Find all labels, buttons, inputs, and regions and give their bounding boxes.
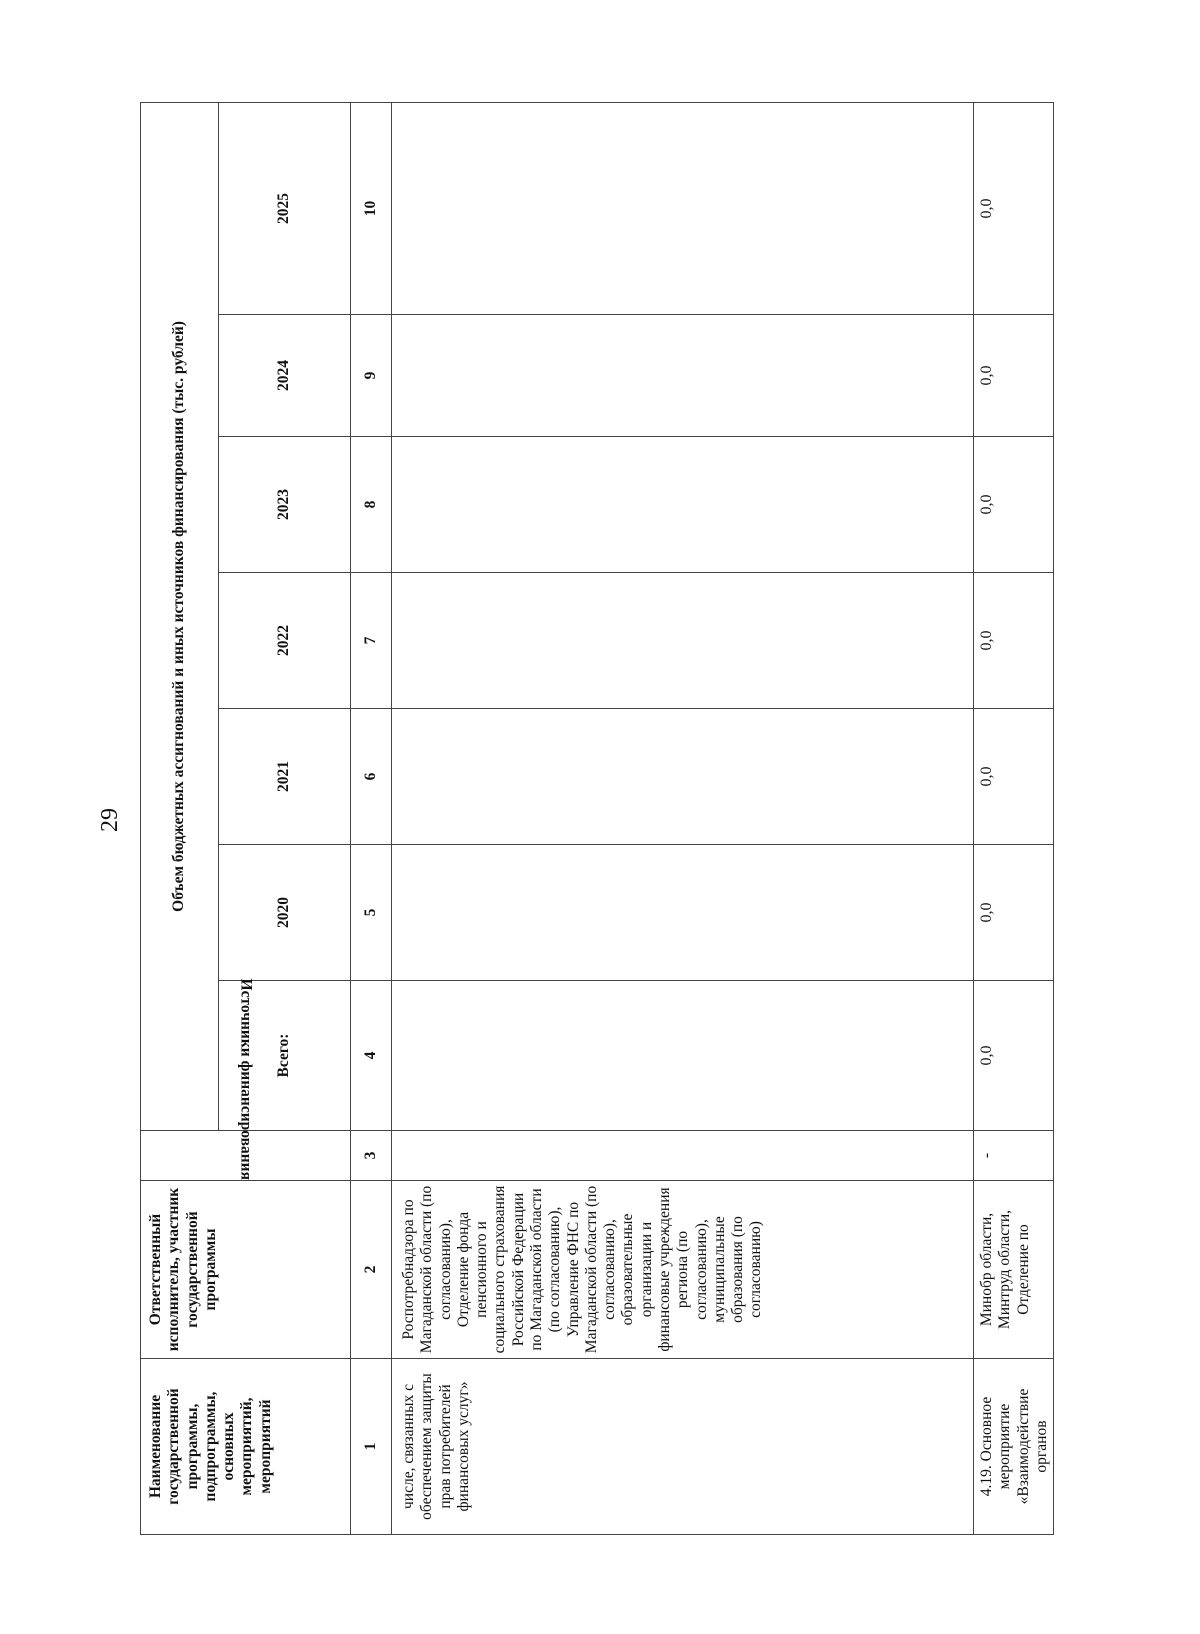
header-year-2025: 2025 [219,102,351,314]
budget-table-container [140,103,1050,1535]
row-value-2023 [392,437,974,573]
header-total: Всего: [219,981,351,1131]
column-number: 4 [351,981,392,1131]
row-value-total [392,981,974,1131]
column-number: 3 [351,1131,392,1181]
column-number: 9 [351,315,392,437]
column-number: 2 [351,1181,392,1359]
header-year-2020: 2020 [219,845,351,981]
column-number: 8 [351,437,392,573]
column-number: 6 [351,709,392,845]
row-executor: Роспотребнадзора по Магаданской области (по согласованию), Отделение фонда пенсионного и социального страхования Российской Федерации по Магаданской области (по согласованию), Управление ФНС по Магаданской области (по согласованию), образовательные организации и финансовые учреждения региона (по согласованию), муниципальные образования (по согласованию) [392,1181,974,1359]
row-source [392,1131,974,1181]
budget-table [140,102,1054,1535]
header-executor-column: Ответственный исполнитель, участник государственной программы [141,1181,351,1359]
row-value-2022: 0,0 [974,573,1054,709]
column-number: 7 [351,573,392,709]
table-row [974,102,1054,1534]
column-number: 10 [351,102,392,314]
header-year-2022: 2022 [219,573,351,709]
header-year-2023: 2023 [219,437,351,573]
row-value-2024: 0,0 [974,315,1054,437]
row-value-2021: 0,0 [974,709,1054,845]
header-year-2021: 2021 [219,709,351,845]
page-number: 29 [97,808,123,832]
table-row [392,102,974,1534]
header-budget-group: Объем бюджетных ассигнований и иных источников финансирования (тыс. рублей) [141,102,219,1130]
row-value-2020 [392,845,974,981]
column-number: 5 [351,845,392,981]
row-name: числе, связанных с обеспечением защиты прав потребителей финансовых услуг» [392,1359,974,1535]
column-number-row [351,102,392,1534]
header-year-2024: 2024 [219,315,351,437]
header-name-column: Наименование государственной программы, подпрограммы, основных мероприятий, мероприятий [141,1359,351,1535]
header-source-label: Источники финансирования [237,978,255,1180]
row-value-2021 [392,709,974,845]
column-number: 1 [351,1359,392,1535]
row-value-2024 [392,315,974,437]
row-executor: Минобр области, Минтруд области, Отделение по [974,1181,1054,1359]
row-name: 4.19. Основное мероприятие «Взаимодействие органов [974,1359,1054,1535]
row-value-2023: 0,0 [974,437,1054,573]
row-value-2025 [392,102,974,314]
row-value-2020: 0,0 [974,845,1054,981]
row-value-2022 [392,573,974,709]
row-value-2025: 0,0 [974,102,1054,314]
row-source: - [974,1131,1054,1181]
row-value-total: 0,0 [974,981,1054,1131]
